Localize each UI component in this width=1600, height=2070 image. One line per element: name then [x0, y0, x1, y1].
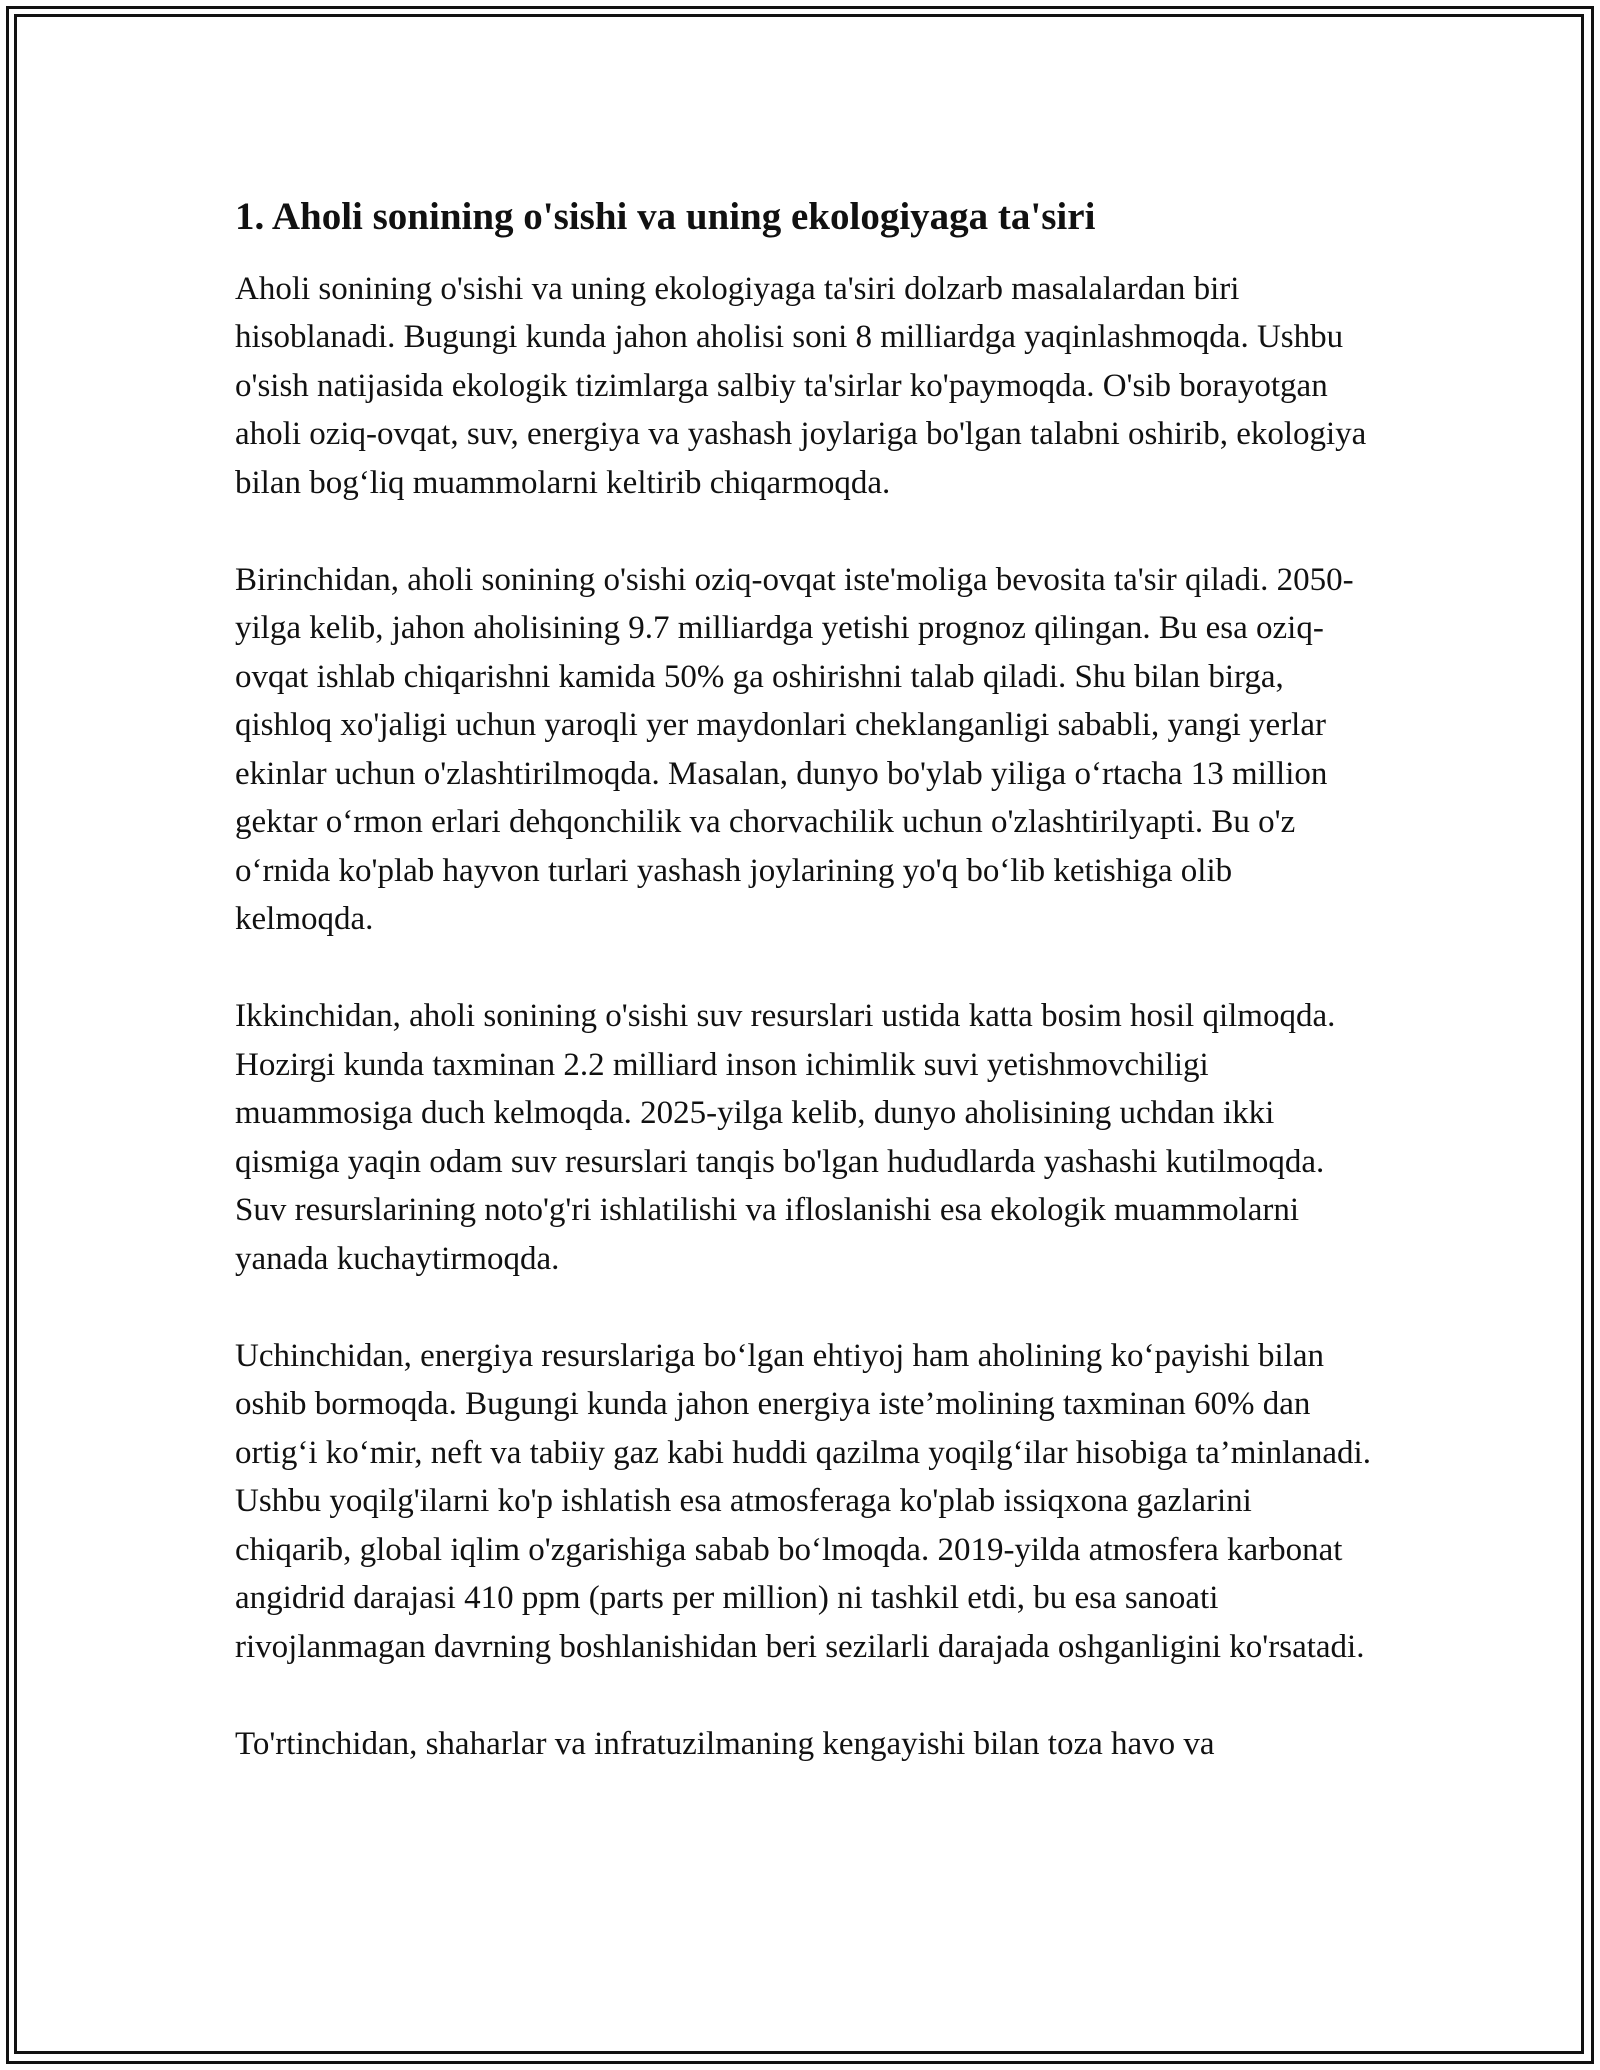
section-heading: 1. Aholi sonining o'sishi va uning ekologiyaga ta'siri	[235, 195, 1096, 238]
paragraph-second: Ikkinchidan, aholi sonining o'sishi suv resurslari ustida katta bosim hosil qilmoqda. Hozirgi kunda taxminan 2.2 milliard inson ichimlik suvi yetishmovchiligi muammosiga duch kelmoqda. 2025-yilga kelib, dunyo aholisining uchdan ikki qismiga yaqin odam suv resurslari tanqis bo'lgan hududlarda yashashi kutilmoqda. Suv resurslarining noto'g'ri ishlatilishi va ifloslanishi esa ekologik muammolarni yanada kuchaytirmoqda.	[235, 998, 1336, 1277]
document-body	[235, 180, 1375, 1817]
paragraph-third: Uchinchidan, energiya resurslariga bo‘lgan ehtiyoj ham aholining ko‘payishi bilan oshib bormoqda. Bugungi kunda jahon energiya iste’molining taxminan 60% dan ortig‘i ko‘mir, neft va tabiiy gaz kabi huddi qazilma yoqilg‘ilar hisobiga ta’minlanadi. Ushbu yoqilg'ilarni ko'p ishlatish esa atmosferaga ko'plab issiqxona gazlarini chiqarib, global iqlim o'zgarishiga sabab bo‘lmoqda. 2019-yilda atmosfera karbonat angidrid darajasi 410 ppm (parts per million) ni tashkil etdi, bu esa sanoati rivojlanmagan davrning boshlanishidan beri sezilarli darajada oshganligini ko'rsatadi.	[235, 1337, 1371, 1665]
paragraph-intro: Aholi sonining o'sishi va uning ekologiyaga ta'siri dolzarb masalalardan biri hisoblanadi. Bugungi kunda jahon aholisi soni 8 milliardga yaqinlashmoqda. Ushbu o'sish natijasida ekologik tizimlarga salbiy ta'sirlar ko'paymoqda. O'sib borayotgan aholi oziq-ovqat, suv, energiya va yashash joylariga bo'lgan talabni oshirib, ekologiya bilan bog‘liq muammolarni keltirib chiqarmoqda.	[235, 270, 1367, 501]
paragraph-fourth: To'rtinchidan, shaharlar va infratuzilmaning kengayishi bilan toza havo va	[235, 1725, 1215, 1762]
paragraph-first: Birinchidan, aholi sonining o'sishi oziq-ovqat iste'moliga bevosita ta'sir qiladi. 2050-yilga kelib, jahon aholisining 9.7 milliardga yetishi prognoz qilingan. Bu esa oziq-ovqat ishlab chiqarishni kamida 50% ga oshirishni talab qiladi. Shu bilan birga, qishloq xo'jaligi uchun yaroqli yer maydonlari cheklanganligi sababli, yangi yerlar ekinlar uchun o'zlashtirilmoqda. Masalan, dunyo bo'ylab yiliga o‘rtacha 13 million gektar o‘rmon erlari dehqonchilik va chorvachilik uchun o'zlashtirilyapti. Bu o'z o‘rnida ko'plab hayvon turlari yashash joylarining yo'q bo‘lib ketishiga olib kelmoqda.	[235, 561, 1354, 938]
